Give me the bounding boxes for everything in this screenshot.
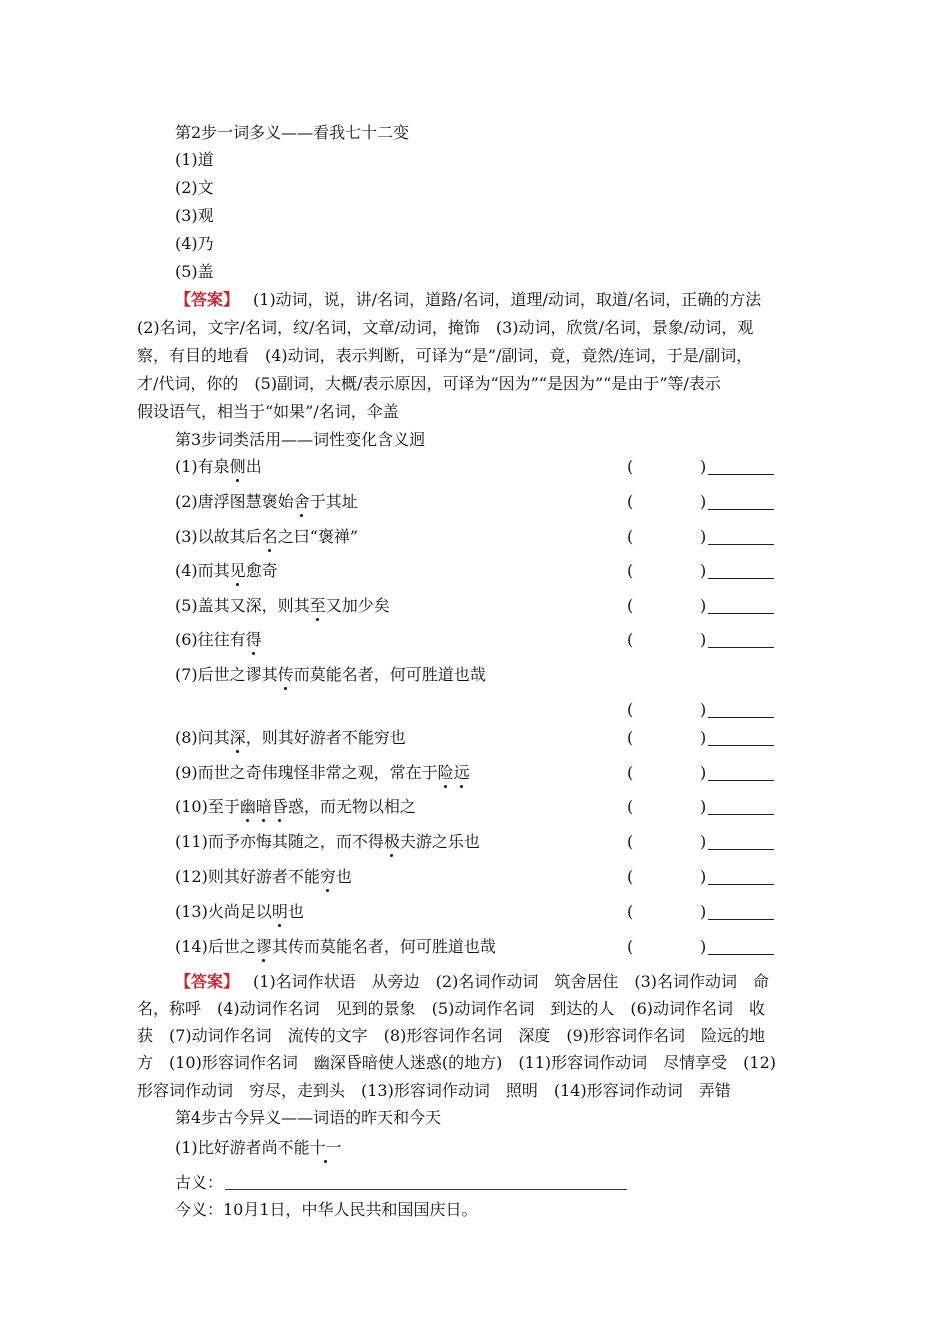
paren-close: ) <box>700 492 707 511</box>
paren-open: ( <box>627 630 634 649</box>
item-text: 之曰“褒禅” <box>277 527 359 546</box>
dotted-char: 幽 <box>239 797 256 816</box>
answer-blank[interactable] <box>708 596 774 614</box>
paren-close: ) <box>700 457 707 476</box>
item-text: (14)后世之 <box>175 937 256 956</box>
jin-meaning: 今义：10月1日，中华人民共和国国庆日。 <box>175 1200 478 1219</box>
step2-item: (5)盖 <box>175 262 214 281</box>
dotted-char: 传 <box>277 665 294 684</box>
step3-item <box>175 457 262 477</box>
dotted-word <box>320 867 336 886</box>
answer-blank[interactable] <box>708 700 774 718</box>
paren-close: ) <box>700 797 707 816</box>
item-text: (13)火尚足以 <box>175 902 272 921</box>
dotted-word: 十一 <box>309 1138 342 1157</box>
dotted-char: 明 <box>271 902 288 921</box>
step3-item <box>175 527 358 547</box>
dotted-char: 极 <box>383 832 400 851</box>
step2-item: (2)文 <box>175 178 214 197</box>
answer-blank[interactable] <box>708 937 774 955</box>
dotted-word <box>294 492 310 511</box>
dotted-word <box>230 728 246 747</box>
step3-answer-line: 方 (10)形容词作名词 幽深昏暗使人迷惑(的地方) (11)形容词作动词 尽情享受 (12) <box>137 1053 777 1072</box>
dotted-word <box>438 763 470 782</box>
step2-item: (4)乃 <box>175 234 214 253</box>
paren-open: ( <box>627 832 634 851</box>
step4-item <box>175 1138 342 1158</box>
paren-close: ) <box>700 832 707 851</box>
paren-open: ( <box>627 700 634 719</box>
paren-open: ( <box>627 902 634 921</box>
item-text: (4)而其 <box>175 561 230 580</box>
dotted-char: 名 <box>261 527 278 546</box>
answer-blank[interactable] <box>708 797 774 815</box>
paren-close: ) <box>700 527 707 546</box>
dotted-word <box>256 937 272 956</box>
paren-open: ( <box>627 492 634 511</box>
item-text: 又加少矣 <box>325 596 390 615</box>
step4-title: 第4步古今异义——词语的昨天和今天 <box>175 1108 442 1127</box>
answer-blank[interactable] <box>708 561 774 579</box>
item-text: (12)则其好游者不能 <box>175 867 320 886</box>
dotted-char: 险 <box>437 763 454 782</box>
dotted-char: 舍 <box>293 492 310 511</box>
dotted-char: 远 <box>453 763 470 782</box>
dotted-word <box>278 665 294 684</box>
step3-item <box>175 630 262 650</box>
dotted-char: 至 <box>309 596 326 615</box>
paren-close: ) <box>700 596 707 615</box>
answer-blank[interactable] <box>708 867 774 885</box>
step2-item: (1)道 <box>175 150 214 169</box>
dotted-char: 谬 <box>255 937 272 956</box>
step3-item <box>175 492 358 512</box>
answer-blank[interactable] <box>708 728 774 746</box>
step2-answer-line: 假设语气，相当于“如果”/名词，伞盖 <box>137 402 399 421</box>
paren-close: ) <box>700 902 707 921</box>
answer-blank[interactable] <box>708 492 774 510</box>
item-text: (11)而予亦悔其随之，而不得 <box>175 832 384 851</box>
paren-close: ) <box>700 700 707 719</box>
answer-text: (1)动词，说，讲/名词，道路/名词，道理/动词，取道/名词，正确的方法 <box>253 290 762 309</box>
dotted-word <box>230 457 246 476</box>
dotted-word <box>240 797 288 816</box>
item-text: (1)有泉 <box>175 457 230 476</box>
step2-title: 第2步一词多义——看我七十二变 <box>175 123 410 142</box>
step3-item <box>175 937 496 957</box>
answer-blank[interactable] <box>708 457 774 475</box>
item-text: 出 <box>245 457 262 476</box>
dotted-word <box>246 630 262 649</box>
step2-answer-line: 才/代词，你的 (5)副词，大概/表示原因，可译为“因为”“是因为”“是由于”等/表示 <box>137 374 721 393</box>
paren-open: ( <box>627 457 634 476</box>
paren-close: ) <box>700 937 707 956</box>
item-text: 愈奇 <box>245 561 278 580</box>
paren-open: ( <box>627 937 634 956</box>
step2-item: (3)观 <box>175 206 214 225</box>
answer-blank[interactable] <box>708 902 774 920</box>
item-text: (8)问其 <box>175 728 230 747</box>
paren-close: ) <box>700 763 707 782</box>
item-text: 也 <box>335 867 352 886</box>
step3-answer-line: 形容词作动词 穷尽，走到头 (13)形容词作动词 照明 (14)形容词作动词 弄错 <box>137 1081 731 1100</box>
paren-close: ) <box>700 561 707 580</box>
dotted-char: 深 <box>229 728 246 747</box>
item-text: 也 <box>287 902 304 921</box>
item-text: (1)比好游者尚不能 <box>175 1138 310 1157</box>
dotted-word <box>384 832 400 851</box>
paren-close: ) <box>700 728 707 747</box>
paren-open: ( <box>627 527 634 546</box>
dotted-word <box>230 561 246 580</box>
step3-item <box>175 867 352 887</box>
dotted-char: 昏 <box>271 797 288 816</box>
item-text: ，则其好游者不能穷也 <box>245 728 406 747</box>
item-text: 于其址 <box>309 492 358 511</box>
step3-answer-line <box>175 972 769 992</box>
step3-item <box>175 728 406 748</box>
item-text: (10)至于 <box>175 797 240 816</box>
paren-open: ( <box>627 797 634 816</box>
paren-open: ( <box>627 561 634 580</box>
answer-blank[interactable] <box>708 763 774 781</box>
item-text: (7)后世之谬其 <box>175 665 278 684</box>
step3-item <box>175 797 416 817</box>
dotted-char: 见 <box>229 561 246 580</box>
gu-label: 古义： <box>175 1173 224 1192</box>
paren-open: ( <box>627 867 634 886</box>
dotted-char: 侧 <box>229 457 246 476</box>
answer-label: 【答案】 <box>175 972 240 991</box>
dotted-char: 暗 <box>255 797 272 816</box>
dotted-char: 穷 <box>319 867 336 886</box>
step2-answer-line: 察，有目的地看 (4)动词，表示判断，可译为“是”/副词，竟，竟然/连词，于是/副词， <box>137 346 753 365</box>
paren-open: ( <box>627 728 634 747</box>
gu-answer-blank[interactable] <box>225 1189 627 1190</box>
paren-open: ( <box>627 596 634 615</box>
step3-item <box>175 665 486 685</box>
paren-close: ) <box>700 867 707 886</box>
step3-item <box>175 902 304 922</box>
dotted-word <box>310 596 326 615</box>
step3-item <box>175 596 390 616</box>
item-text: 其传而莫能名者，何可胜道也哉 <box>271 937 496 956</box>
step3-answer-line: 获 (7)动词作名词 流传的文字 (8)形容词作名词 深度 (9)形容词作名词 险远的地 <box>137 1026 765 1045</box>
item-text: 惑，而无物以相之 <box>287 797 416 816</box>
step3-item <box>175 561 278 581</box>
step3-item <box>175 763 470 783</box>
item-text: (9)而世之奇伟瑰怪非常之观，常在于 <box>175 763 438 782</box>
item-text: (6)往往有 <box>175 630 246 649</box>
item-text: (3)以故其后 <box>175 527 262 546</box>
answer-blank[interactable] <box>708 527 774 545</box>
dotted-char: 得 <box>245 630 262 649</box>
step2-answer-line <box>175 290 761 310</box>
paren-close: ) <box>700 630 707 649</box>
step2-answer-line: (2)名词，文字/名词，纹/名词，文章/动词，掩饰 (3)动词，欣赏/名词，景象/动词，观 <box>137 318 754 337</box>
item-text: 而莫能名者，何可胜道也哉 <box>293 665 486 684</box>
answer-text: (1)名词作状语 从旁边 (2)名词作动词 筑舍居住 (3)名词作动词 命 <box>253 972 770 991</box>
answer-blank[interactable] <box>708 832 774 850</box>
item-text: 夫游之乐也 <box>399 832 480 851</box>
step3-item <box>175 832 480 852</box>
dotted-word <box>262 527 278 546</box>
dotted-word <box>272 902 288 921</box>
step3-answer-line: 名，称呼 (4)动词作名词 见到的景象 (5)动词作名词 到达的人 (6)动词作名词 收 <box>137 999 765 1018</box>
item-text: (5)盖其又深，则其 <box>175 596 310 615</box>
item-text: (2)唐浮图慧褒始 <box>175 492 294 511</box>
answer-label: 【答案】 <box>175 290 240 309</box>
answer-blank[interactable] <box>708 630 774 648</box>
paren-open: ( <box>627 763 634 782</box>
step3-title: 第3步词类活用——词性变化含义迥 <box>175 430 426 449</box>
